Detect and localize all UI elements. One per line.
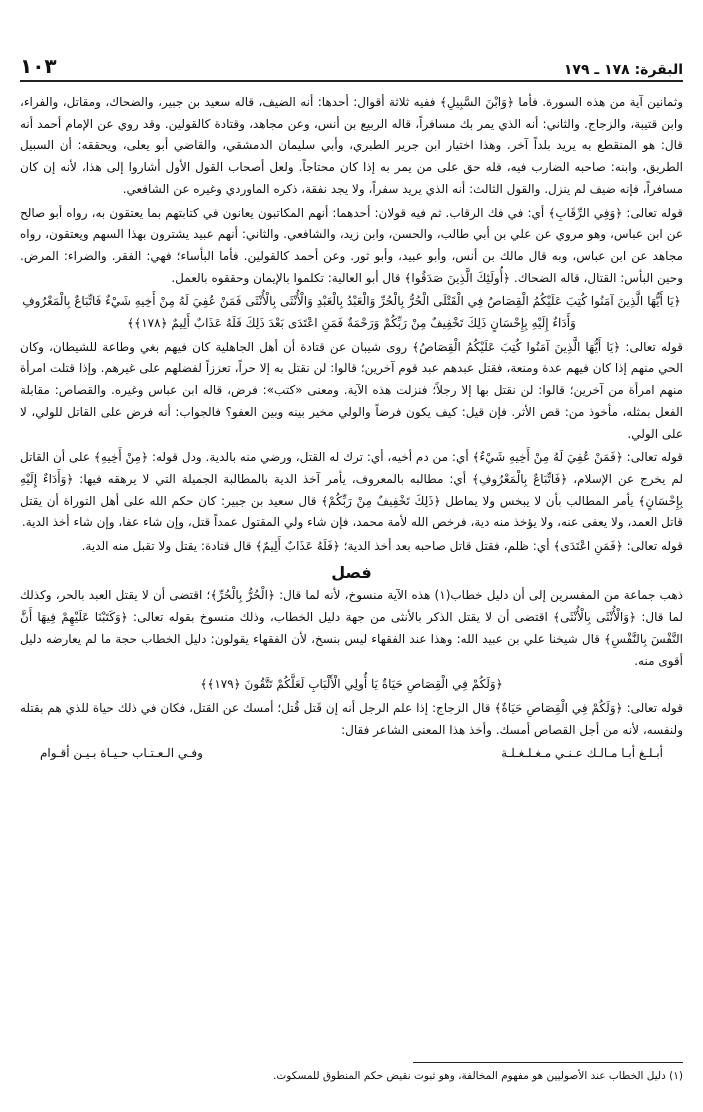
- poem-verse: [20, 743, 683, 765]
- paragraph: قوله تعالى: ﴿يَا أَيُّهَا الَّذِينَ آمَنُوا كُتِبَ عَلَيْكُمُ الْقِصَاصُ﴾ روى شيبان عن قتادة أن أهل الجاهلية كان فيهم بغي وطاعة للشيطان، وكان الحي منهم إذا كان فيهم عدة ومنعة، فقتل عبدهم عبد قوم آخرين؛ قالوا: لن نقتل به إلا حراً، تعززاً لفضلهم على غيرهم. وإذا قتلت امرأة منهم امرأة من آخرين؛ قالوا: لن نقتل بها إلا رجلاً؛ فنزلت هذه الآية. ومعنى «كتب»: فرض، قاله ابن عباس وغيره. والقصاص: مقابلة الفعل بمثله، مأخوذ من: قص الأثر. فإن قيل: كيف يكون فرضاً والولي مخير بينه وبين العفو؟ فالجواب: أنه فرض على القاتل للولي، لا على الولي.: [20, 339, 683, 441]
- page-header: [20, 52, 683, 82]
- paragraph: قوله تعالى: ﴿فَمَنْ عُفِيَ لَهُ مِنْ أَخِيهِ شَيْءٌ﴾ أي: من دم أخيه، أي: ترك له القتل، ورضي منه بالدية. ودل قوله: ﴿مِنْ أَخِيهِ﴾ على أن القاتل لم يخرج عن الإسلام، ﴿فَاتِّبَاعٌ بِالْمَعْرُوفِ﴾ أي: مطالبه بالمعروف، يأمر آخذ الدية بالمطالبة الجميلة التي لا يرهقه فيها: ﴿وَأَدَاءٌ إِلَيْهِ بِإِحْسَانٍ﴾ يأمر المطالب بأن لا يبخس ولا يماطل ﴿ذَلِكَ تَخْفِيفٌ مِنْ رَبِّكُمْ﴾ قال سعيد بن جبير: كان حكم الله على أهل التوراة أن يقتل قاتل العمد، ولا يعفى عنه، ولا يؤخذ منه دية، فرخص الله لأمة محمد، فإن شاء ولي المقتول عمداً قتل، وإن شاء عفا، وإن شاء أخذ الدية.: [20, 450, 683, 530]
- paragraph: قوله تعالى: ﴿وَفِي الرِّقَابِ﴾ أي: في فك الرقاب. ثم فيه قولان: أحدهما: أنهم المكاتبون يعانون في كتابتهم بما يعتقون به، رواه أبو صالح عن ابن عباس، وهو مروي عن علي بن أبي طالب، والحسن، وابن زيد، والشافعي. والثاني: أنهم عبيد يشترون بهذا السهم ويعتقون، رواه مجاهد عن ابن عباس، وبه قال مالك بن أنس، وأبو عبيد، وأبو ثور. وعن أحمد كالقولين. فأما البأساء؛ فهي: الفقر. والضراء: المرض. وحين البأس: القتال، قاله الضحاك. ﴿أُولَئِكَ الَّذِينَ صَدَقُوا﴾ قال أبو العالية: تكلموا بالإيمان وحققوه بالعمل.: [20, 205, 683, 285]
- paragraph: قوله تعالى: ﴿فَمَنِ اعْتَدَى﴾ أي: ظلم، فقتل قاتل صاحبه بعد أخذ الدية؛ ﴿فَلَهُ عَذَابٌ أَلِيمٌ﴾ قال قتادة: يقتل ولا تقبل منه الدية.: [81, 539, 683, 554]
- section-paragraph: ذهب جماعة من المفسرين إلى أن دليل خطاب(١) هذه الآية منسوخ، لأنه لما قال: ﴿الْحُرُّ بِالْحُرِّ﴾؛ اقتضى أن لا يقتل العبد بالحر، وكذلك لما قال: ﴿وَالْأُنْثَى بِالْأُنْثَى﴾ اقتضى أن لا يقتل الذكر بالأنثى من جهة دليل الخطاب، وذلك منسوخ بقوله تعالى: ﴿وَكَتَبْنَا عَلَيْهِمْ فِيهَا أَنَّ النَّفْسَ بِالنَّفْسِ﴾ قال شيخنا علي بن عبيد الله: وهذا عند الفقهاء ليس بنسخ، لأن الفقهاء يقولون: دليل الخطاب حجة ما لم يعارضه دليل أقوى منه.: [20, 588, 683, 668]
- ayah-178: ﴿يَا أَيُّهَا الَّذِينَ آمَنُوا كُتِبَ عَلَيْكُمُ الْقِصَاصُ فِي الْقَتْلَى الْحُرُّ بِالْحُرِّ وَالْعَبْدُ بِالْعَبْدِ وَالْأُنْثَى بِالْأُنْثَى فَمَنْ عُفِيَ لَهُ مِنْ أَخِيهِ شَيْءٌ فَاتِّبَاعٌ بِالْمَعْرُوفِ وَأَدَاءٌ إِلَيْهِ بِإِحْسَانٍ ذَلِكَ تَخْفِيفٌ مِنْ رَبِّكُمْ وَرَحْمَةٌ فَمَنِ اعْتَدَى بَعْدَ ذَلِكَ فَلَهُ عَذَابٌ أَلِيمٌ ﴿١٧٨﴾﴾: [22, 294, 681, 331]
- ayah-179: ﴿وَلَكُمْ فِي الْقِصَاصِ حَيَاةٌ يَا أُولِي الْأَلْبَابِ لَعَلَّكُمْ تَتَّقُونَ ﴿١٧٩﴾﴾: [200, 677, 503, 692]
- footnote: (١) دليل الخطاب عند الأصوليين هو مفهوم المخالفة، وهو ثبوت نقيض حكم المنطوق للمسكوت.: [273, 1070, 683, 1082]
- section-heading: فصل: [331, 562, 372, 582]
- running-title: البقرة: ١٧٨ ـ ١٧٩: [563, 62, 683, 78]
- page-number: ١٠٣: [20, 54, 57, 78]
- poem-second-hemistich: وفـي الـعـتـاب حـيـاة بـيـن أقـوام: [40, 746, 203, 761]
- paragraph: وثمانين آية من هذه السورة. فأما ﴿وَابْنَ السَّبِيلِ﴾ ففيه ثلاثة أقوال: أحدها: أنه الضيف، قاله سعيد بن جبير، والضحاك، ومقاتل، والفراء، وابن قتيبة، والزجاج. والثاني: أنه الذي يمر بك مسافراً، قاله الربيع بن أنس، وعن مجاهد، وقتادة كالقولين. وقد روي عن الإمام أحمد أنه قال: هو المنقطع به يريد بلداً آخر. وهذا اختيار ابن جرير الطبري، وأبي سليمان الدمشقي، والقاضي أبو يعلى، ويحققه: أن السبيل الطريق، وابنه: صاحبه الضارب فيه، فله حق على من يمر به إذا كان محتاجاً. ولعل أصحاب القول الأول أشاروا إلى هذا، لأنه إن كان مسافراً، فإنه ضيف لم ينزل. والقول الثالث: أنه الذي يريد سفراً، ولا يجد نفقة، ذكره الماوردي وغيره عن الشافعي.: [20, 95, 683, 196]
- closing-paragraph: قوله تعالى: ﴿وَلَكُمْ فِي الْقِصَاصِ حَيَاةٌ﴾ قال الزجاج: إذا علم الرجل أنه إن قَتل قُتل؛ أمسك عن القتل، فكان في ذلك حياة للذي هم بقتله ولنفسه، لأنه من أجل القصاص أمسك. وأخذ هذا المعنى الشاعر فقال:: [20, 700, 683, 737]
- footnote-divider: [413, 1062, 683, 1063]
- poem-first-hemistich: أبـلـغ أبـا مـالـك عـنـي مـغـلـغـلـة: [501, 746, 663, 761]
- page-body: [20, 92, 683, 765]
